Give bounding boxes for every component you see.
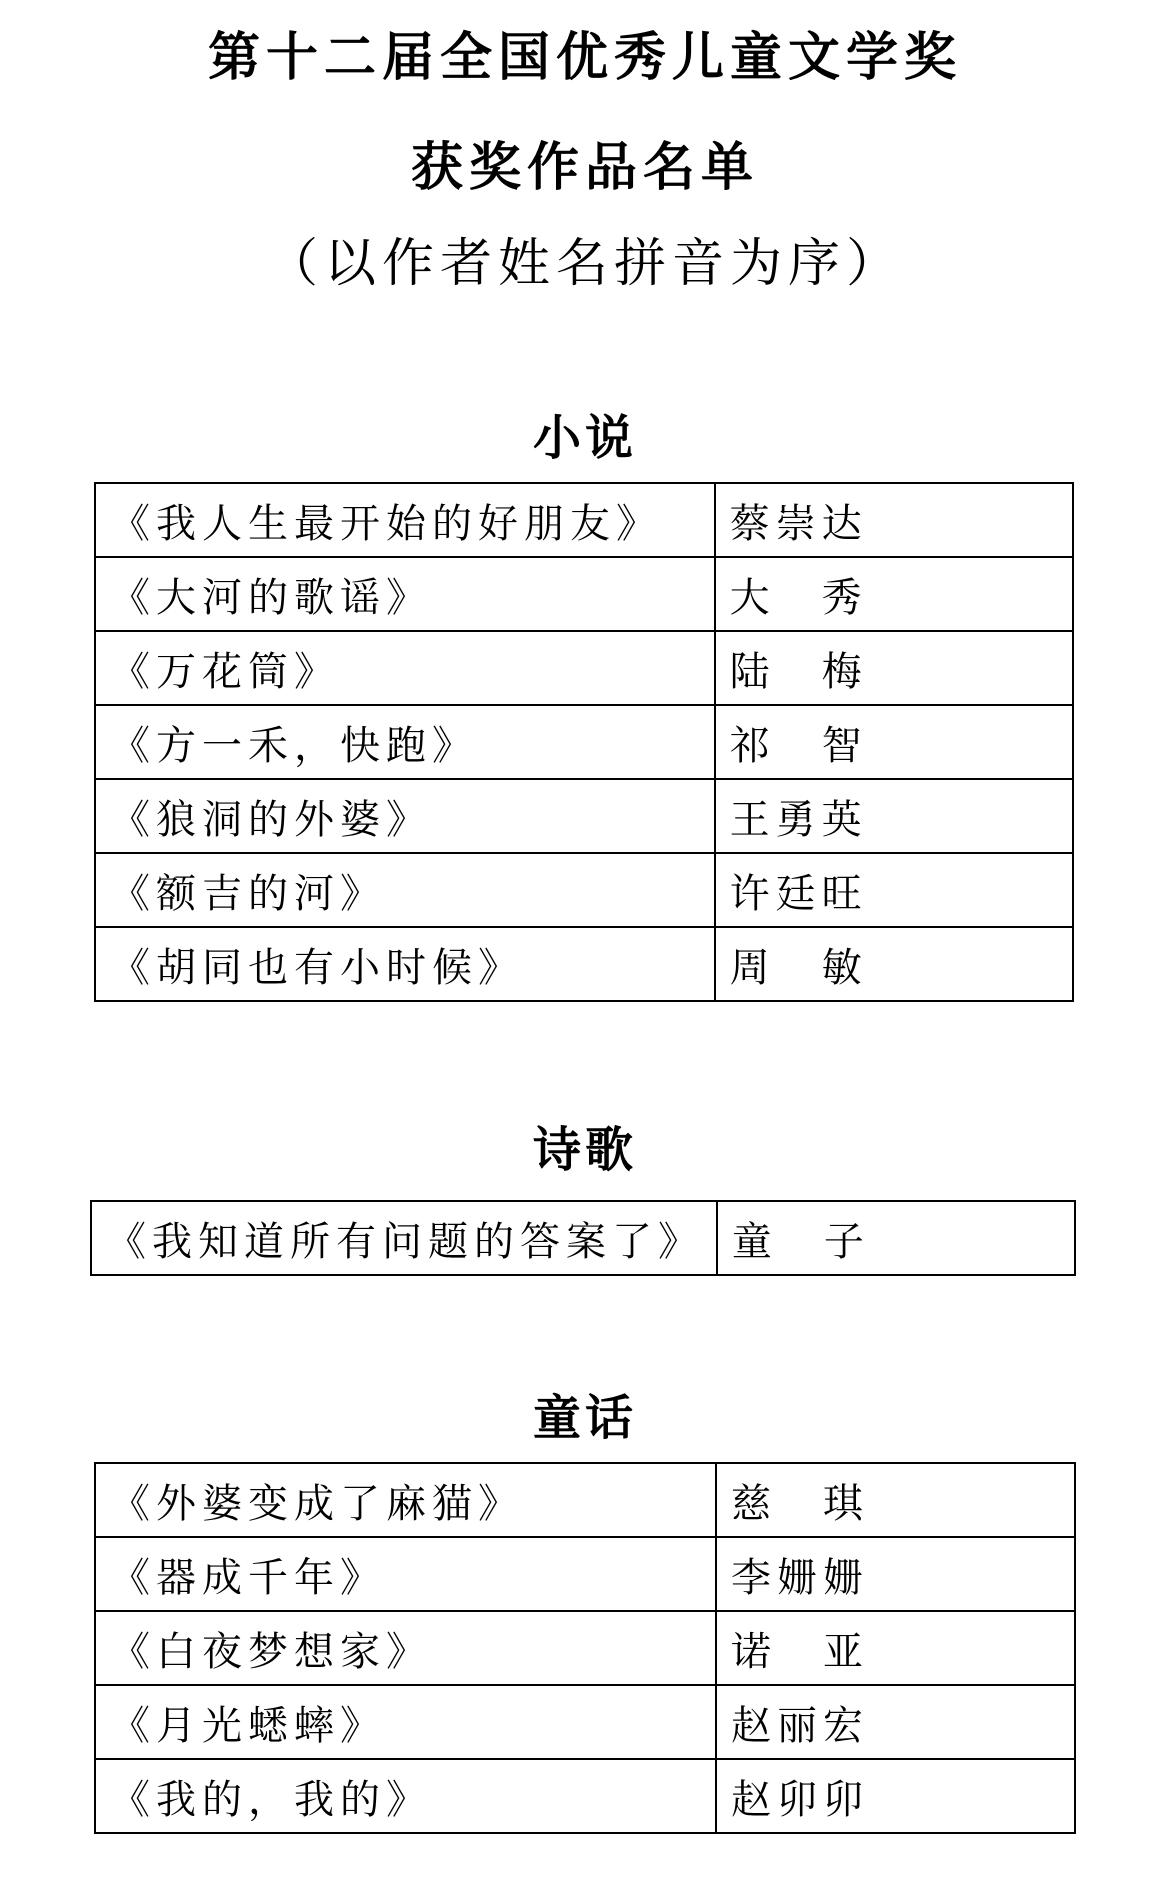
work-title: 《方一禾，快跑》 xyxy=(95,705,715,779)
work-title: 《胡同也有小时候》 xyxy=(95,927,715,1001)
author-name: 蔡崇达 xyxy=(715,483,1073,557)
work-title: 《万花筒》 xyxy=(95,631,715,705)
table-row xyxy=(95,557,1073,631)
table-row xyxy=(95,1759,1075,1833)
author-name: 赵卯卯 xyxy=(716,1759,1075,1833)
page-title: 第十二届全国优秀儿童文学奖 xyxy=(207,28,962,88)
table-row xyxy=(95,927,1073,1001)
table-row xyxy=(95,705,1073,779)
section-heading-fiction: 小说 xyxy=(532,410,637,466)
work-title: 《狼洞的外婆》 xyxy=(95,779,715,853)
table-row xyxy=(95,483,1073,557)
section-heading-poetry: 诗歌 xyxy=(532,1122,637,1178)
table-row xyxy=(95,1685,1075,1759)
work-title: 《我人生最开始的好朋友》 xyxy=(95,483,715,557)
author-name: 慈 琪 xyxy=(716,1463,1075,1537)
ordering-note: （以作者姓名拼音为序） xyxy=(265,234,904,294)
table-row xyxy=(95,1537,1075,1611)
work-title: 《大河的歌谣》 xyxy=(95,557,715,631)
page-subtitle: 获奖作品名单 xyxy=(410,138,759,198)
author-name: 诺 亚 xyxy=(716,1611,1075,1685)
work-title: 《月光蟋蟀》 xyxy=(95,1685,716,1759)
table-row xyxy=(95,853,1073,927)
author-name: 王勇英 xyxy=(715,779,1073,853)
author-name: 祁 智 xyxy=(715,705,1073,779)
work-title: 《我的，我的》 xyxy=(95,1759,716,1833)
author-name: 赵丽宏 xyxy=(716,1685,1075,1759)
table-row xyxy=(95,779,1073,853)
author-name: 大 秀 xyxy=(715,557,1073,631)
table-row xyxy=(91,1201,1075,1275)
author-name: 周 敏 xyxy=(715,927,1073,1001)
author-name: 童 子 xyxy=(717,1201,1075,1275)
work-title: 《额吉的河》 xyxy=(95,853,715,927)
author-name: 许廷旺 xyxy=(715,853,1073,927)
section-heading-fairy-tales: 童话 xyxy=(532,1390,637,1446)
table-row xyxy=(95,631,1073,705)
work-title: 《外婆变成了麻猫》 xyxy=(95,1463,716,1537)
fairy-tale-table xyxy=(94,1462,1076,1834)
table-row xyxy=(95,1611,1075,1685)
poetry-table xyxy=(90,1200,1076,1276)
author-name: 陆 梅 xyxy=(715,631,1073,705)
work-title: 《我知道所有问题的答案了》 xyxy=(91,1201,717,1275)
fiction-table xyxy=(94,482,1074,1002)
table-row xyxy=(95,1463,1075,1537)
work-title: 《器成千年》 xyxy=(95,1537,716,1611)
author-name: 李姗姗 xyxy=(716,1537,1075,1611)
work-title: 《白夜梦想家》 xyxy=(95,1611,716,1685)
